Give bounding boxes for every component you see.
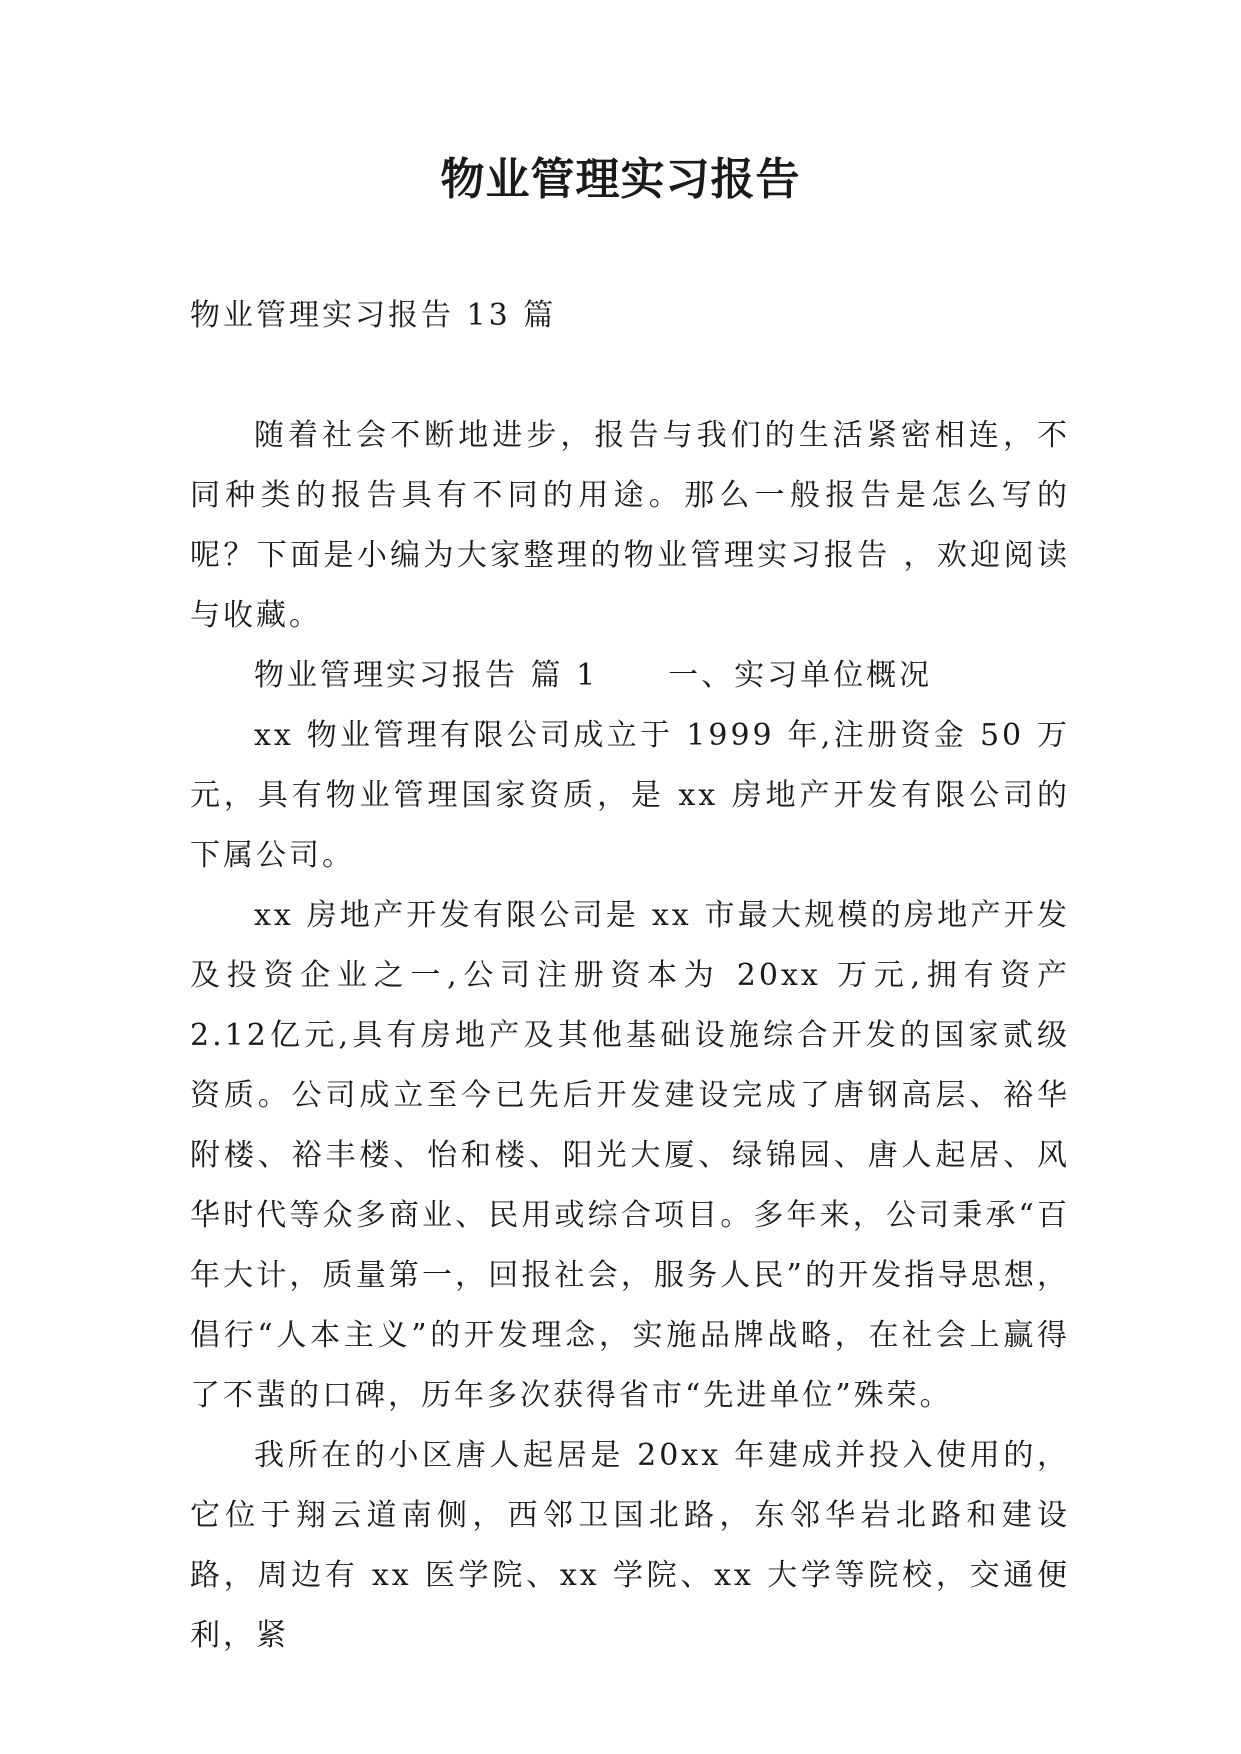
body-paragraph-residence: 我所在的小区唐人起居是 20xx 年建成并投入使用的，它位于翔云道南侧，西邻卫国北路，东邻华岩北路和建设路，周边有 xx 医学院、xx 学院、xx 大学等院校，交通便利，紧: [190, 1438, 1070, 1653]
section-subheading: 一、实习单位概况: [668, 658, 933, 693]
body-paragraph-company: xx 物业管理有限公司成立于 1999 年,注册资金 50 万元，具有物业管理国家资质，是 xx 房地产开发有限公司的下属公司。: [190, 718, 1070, 873]
document-subtitle: 物业管理实习报告 13 篇: [190, 298, 557, 333]
document-body: [190, 286, 1070, 1666]
intro-paragraph: 随着社会不断地进步，报告与我们的生活紧密相连，不同种类的报告具有不同的用途。那么一般报告是怎么写的呢？下面是小编为大家整理的物业管理实习报告 ，欢迎阅读与收藏。: [190, 418, 1070, 633]
section-heading-line: [190, 646, 1070, 706]
document-title: 物业管理实习报告: [440, 154, 801, 205]
section-label: 物业管理实习报告 篇 1: [254, 658, 599, 693]
body-paragraph-parent-company: xx 房地产开发有限公司是 xx 市最大规模的房地产开发及投资企业之一,公司注册资本为 20xx 万元,拥有资产 2.12亿元,具有房地产及其他基础设施综合开发的国家贰级资质。公司成立至今已先后开发建设完成了唐钢高层、裕华附楼、裕丰楼、怡和楼、阳光大厦、绿锦园、唐人起居、风华时代等众多商业、民用或综合项目。多年来，公司秉承“百年大计，质量第一，回报社会，服务人民”的开发指导思想，倡行“人本主义”的开发理念，实施品牌战略，在社会上赢得了不蜚的口碑，历年多次获得省市“先进单位”殊荣。: [190, 898, 1070, 1413]
